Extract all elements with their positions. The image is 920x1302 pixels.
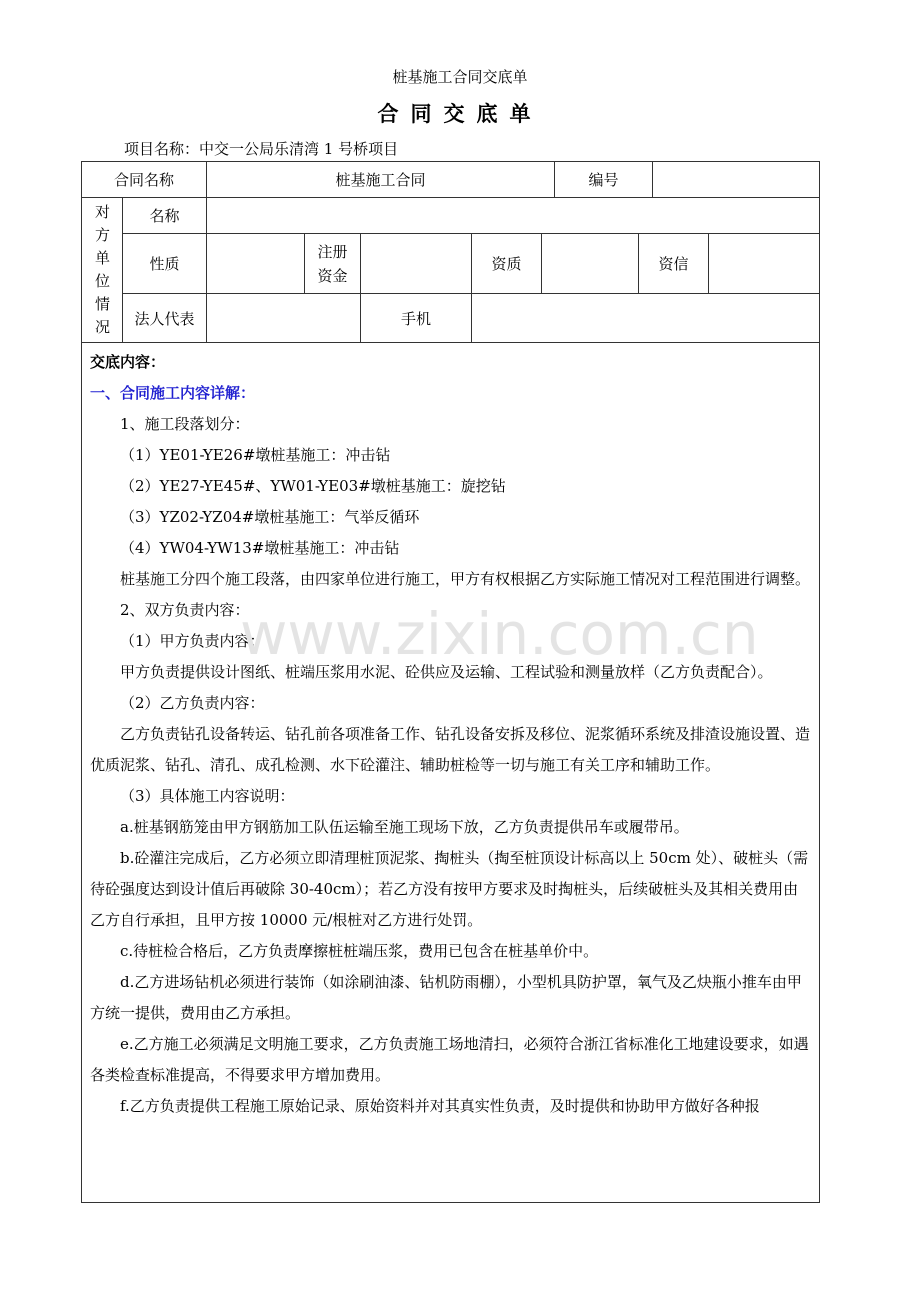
label-char: 对 bbox=[95, 203, 111, 221]
label-char: 况 bbox=[95, 318, 111, 336]
capital-value bbox=[361, 234, 472, 294]
number-label: 编号 bbox=[555, 162, 653, 198]
label-char: 方 bbox=[95, 226, 111, 244]
content-line: （2）乙方负责内容： bbox=[120, 694, 265, 712]
document-main-title: 合同交底单 bbox=[377, 101, 543, 126]
label-char: 位 bbox=[95, 272, 111, 290]
content-line: f.乙方负责提供工程施工原始记录、原始资料并对其真实性负责，及时提供和协助甲方做好各种报 bbox=[120, 1097, 760, 1115]
capital-label bbox=[305, 234, 361, 294]
watermark: www.zixin.com.cn bbox=[240, 600, 759, 668]
content-line: e.乙方施工必须满足文明施工要求，乙方负责施工场地清扫，必须符合浙江省标准化工地建设要求，如遇各类检查标准提高，不得要求甲方增加费用。 bbox=[90, 1035, 809, 1084]
legal-rep-label: 法人代表 bbox=[123, 294, 207, 343]
name-value bbox=[207, 198, 820, 234]
content-line: c.待桩检合格后，乙方负责摩擦桩桩端压浆，费用已包含在桩基单价中。 bbox=[120, 942, 599, 960]
content-line: （1）YE01-YE26#墩桩基施工：冲击钻 bbox=[120, 446, 391, 464]
credit-label: 资信 bbox=[639, 234, 709, 294]
handover-content bbox=[82, 343, 820, 1203]
section-heading: 一、合同施工内容详解： bbox=[90, 384, 256, 402]
content-line: （2）YE27-YE45#、YW01-YE03#墩桩基施工：旋挖钻 bbox=[120, 477, 506, 495]
nature-value bbox=[207, 234, 305, 294]
content-line: b.砼灌注完成后，乙方必须立即清理桩顶泥浆、掏桩头（掏至桩顶设计标高以上 50cm 处）、破桩头（需待砼强度达到设计值后再破除 30-40cm）；若乙方没有按甲方要求及时掏桩头，后续破桩头及其相关费用由乙方自行承担，且甲方按 10000 元/根桩对乙方进行处罚。 bbox=[90, 849, 809, 929]
name-label: 名称 bbox=[123, 198, 207, 234]
number-value bbox=[653, 162, 820, 198]
qualification-value bbox=[542, 234, 639, 294]
content-heading: 交底内容： bbox=[90, 353, 166, 371]
counterparty-label bbox=[82, 198, 123, 343]
credit-value bbox=[709, 234, 820, 294]
content-line: （3）具体施工内容说明： bbox=[120, 787, 295, 805]
nature-label: 性质 bbox=[123, 234, 207, 294]
phone-label: 手机 bbox=[361, 294, 472, 343]
phone-value bbox=[472, 294, 820, 343]
contract-name-value: 桩基施工合同 bbox=[207, 162, 555, 198]
project-name: 项目名称：中交一公局乐清湾 1 号桥项目 bbox=[124, 140, 399, 158]
content-line: 甲方负责提供设计图纸、桩端压浆用水泥、砼供应及运输、工程试验和测量放样（乙方负责配合）。 bbox=[120, 663, 773, 681]
content-line: （3）YZ02-YZ04#墩桩基施工：气举反循环 bbox=[120, 508, 420, 526]
content-line: 1、施工段落划分： bbox=[120, 415, 250, 433]
label-char: 单 bbox=[95, 249, 111, 267]
content-line: 乙方负责钻孔设备转运、钻孔前各项准备工作、钻孔设备安拆及移位、泥浆循环系统及排渣设施设置、造优质泥浆、钻孔、清孔、成孔检测、水下砼灌注、辅助桩检等一切与施工有关工序和辅助工作。 bbox=[90, 725, 811, 774]
document-top-title: 桩基施工合同交底单 bbox=[392, 68, 528, 86]
content-line: d.乙方进场钻机必须进行装饰（如涂刷油漆、钻机防雨棚），小型机具防护罩，氧气及乙炔瓶小推车由甲方统一提供，费用由乙方承担。 bbox=[90, 973, 802, 1022]
content-line: （4）YW04-YW13#墩桩基施工：冲击钻 bbox=[120, 539, 400, 557]
contract-name-label: 合同名称 bbox=[82, 162, 207, 198]
capital-label-text: 注册资金 bbox=[317, 242, 348, 285]
qualification-label: 资质 bbox=[472, 234, 542, 294]
legal-rep-value bbox=[207, 294, 361, 343]
content-line: （1）甲方负责内容： bbox=[120, 632, 265, 650]
contract-handover-table bbox=[81, 161, 820, 1203]
content-line: 2、双方负责内容： bbox=[120, 601, 250, 619]
label-char: 情 bbox=[95, 295, 111, 313]
content-line: a.桩基钢筋笼由甲方钢筋加工队伍运输至施工现场下放，乙方负责提供吊车或履带吊。 bbox=[120, 818, 689, 836]
content-line: 桩基施工分四个施工段落，由四家单位进行施工，甲方有权根据乙方实际施工情况对工程范围进行调整。 bbox=[120, 570, 811, 588]
